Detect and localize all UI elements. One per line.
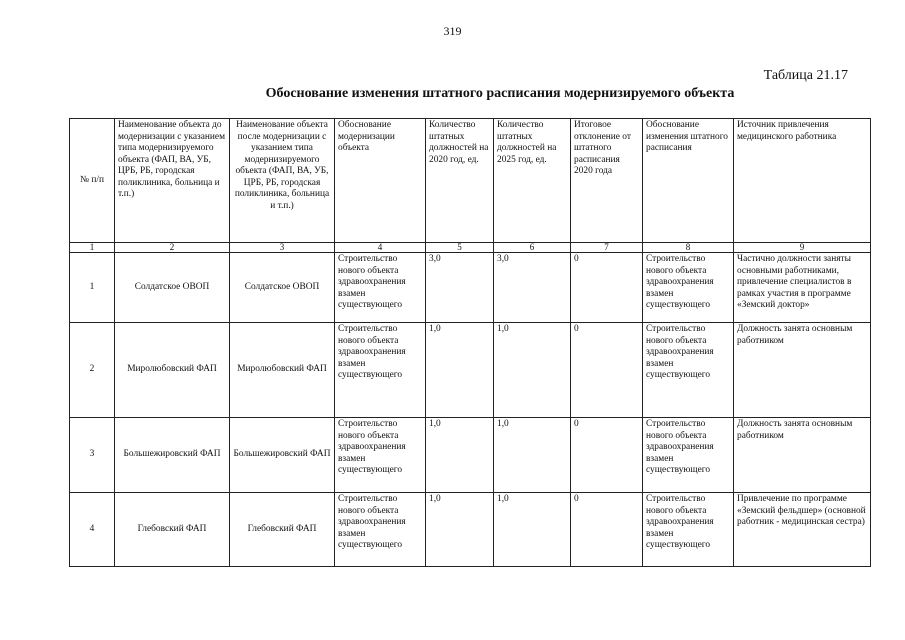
staff-2020: 1,0 bbox=[426, 418, 494, 493]
column-number: 9 bbox=[734, 243, 871, 253]
deviation: 0 bbox=[571, 418, 643, 493]
worker-source: Привлечение по программе «Земский фельдшер» (основной работник - медицинская сестра) bbox=[734, 493, 871, 567]
document-title: Обоснование изменения штатного расписания модернизируемого объекта bbox=[265, 86, 735, 101]
header-col-4: Обоснование модернизации объекта bbox=[335, 119, 426, 243]
object-before: Большежировский ФАП bbox=[115, 418, 230, 493]
staff-2025: 3,0 bbox=[494, 253, 571, 323]
header-col-7: Итоговое отклонение от штатного расписания 2020 года bbox=[571, 119, 643, 243]
staff-2020: 1,0 bbox=[426, 493, 494, 567]
object-after: Большежировский ФАП bbox=[230, 418, 335, 493]
column-number: 5 bbox=[426, 243, 494, 253]
modernization-justification: Строительство нового объекта здравоохранения взамен существующего bbox=[335, 323, 426, 418]
table-row bbox=[70, 253, 871, 323]
header-col-8: Обоснование изменения штатного расписания bbox=[643, 119, 734, 243]
staff-2025: 1,0 bbox=[494, 493, 571, 567]
deviation: 0 bbox=[571, 253, 643, 323]
table-row bbox=[70, 418, 871, 493]
page-number: 319 bbox=[443, 24, 462, 38]
column-number: 7 bbox=[571, 243, 643, 253]
staff-2025: 1,0 bbox=[494, 323, 571, 418]
object-after: Глебовский ФАП bbox=[230, 493, 335, 567]
row-number: 4 bbox=[70, 493, 115, 567]
staffing-table bbox=[69, 118, 871, 567]
object-before: Глебовский ФАП bbox=[115, 493, 230, 567]
header-col-5: Количество штатных должностей на 2020 год, ед. bbox=[426, 119, 494, 243]
change-reason: Строительство нового объекта здравоохранения взамен существующего bbox=[643, 253, 734, 323]
row-number: 2 bbox=[70, 323, 115, 418]
table-row bbox=[70, 323, 871, 418]
object-before: Солдатское ОВОП bbox=[115, 253, 230, 323]
object-after: Миролюбовский ФАП bbox=[230, 323, 335, 418]
staff-2025: 1,0 bbox=[494, 418, 571, 493]
modernization-justification: Строительство нового объекта здравоохранения взамен существующего bbox=[335, 418, 426, 493]
row-number: 1 bbox=[70, 253, 115, 323]
column-number: 2 bbox=[115, 243, 230, 253]
modernization-justification: Строительство нового объекта здравоохранения взамен существующего bbox=[335, 253, 426, 323]
header-col-2: Наименование объекта до модернизации с указанием типа модернизируемого объекта (ФАП, ВА, УБ, ЦРБ, РБ, городская поликлиника, больница и т.п.) bbox=[115, 119, 230, 243]
row-number: 3 bbox=[70, 418, 115, 493]
staff-2020: 1,0 bbox=[426, 323, 494, 418]
worker-source: Должность занята основным работником bbox=[734, 323, 871, 418]
change-reason: Строительство нового объекта здравоохранения взамен существующего bbox=[643, 418, 734, 493]
staff-2020: 3,0 bbox=[426, 253, 494, 323]
deviation: 0 bbox=[571, 323, 643, 418]
object-before: Миролюбовский ФАП bbox=[115, 323, 230, 418]
worker-source: Частично должности заняты основными работниками, привлечение специалистов в рамках участия в программе «Земский доктор» bbox=[734, 253, 871, 323]
worker-source: Должность занята основным работником bbox=[734, 418, 871, 493]
object-after: Солдатское ОВОП bbox=[230, 253, 335, 323]
column-number: 6 bbox=[494, 243, 571, 253]
column-number: 1 bbox=[70, 243, 115, 253]
header-row bbox=[70, 119, 871, 243]
change-reason: Строительство нового объекта здравоохранения взамен существующего bbox=[643, 323, 734, 418]
column-number-row bbox=[70, 243, 871, 253]
header-col-9: Источник привлечения медицинского работника bbox=[734, 119, 871, 243]
deviation: 0 bbox=[571, 493, 643, 567]
column-number: 8 bbox=[643, 243, 734, 253]
header-col-1: № п/п bbox=[70, 119, 115, 243]
table-row bbox=[70, 493, 871, 567]
table-label: Таблица 21.17 bbox=[763, 68, 848, 83]
header-col-6: Количество штатных должностей на 2025 год, ед. bbox=[494, 119, 571, 243]
change-reason: Строительство нового объекта здравоохранения взамен существующего bbox=[643, 493, 734, 567]
modernization-justification: Строительство нового объекта здравоохранения взамен существующего bbox=[335, 493, 426, 567]
column-number: 3 bbox=[230, 243, 335, 253]
column-number: 4 bbox=[335, 243, 426, 253]
header-col-3: Наименование объекта после модернизации с указанием типа модернизируемого объекта (ФАП, ВА, УБ, ЦРБ, РБ, городская поликлиника, больница и т.п.) bbox=[230, 119, 335, 243]
